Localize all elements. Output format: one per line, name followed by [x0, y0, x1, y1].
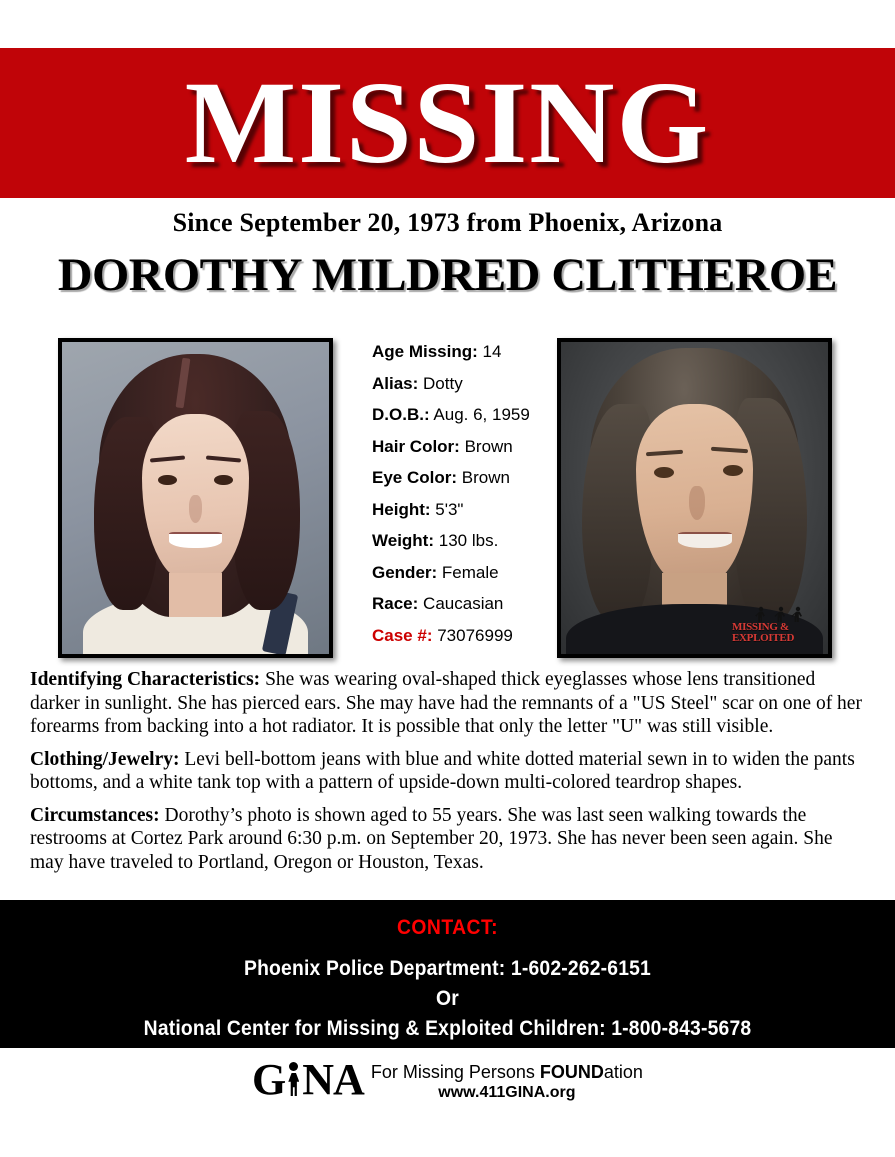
photo-neck	[169, 573, 222, 617]
tagline-found: FOUND	[539, 1062, 604, 1082]
person-head	[289, 1062, 298, 1071]
detail-row-eye-color	[372, 462, 552, 494]
tagline-part1: For Missing Persons	[370, 1062, 540, 1082]
tagline-part2: ation	[603, 1062, 643, 1082]
clothing-jewelry-paragraph	[30, 748, 865, 795]
ncmec-watermark-line2: EXPLOITED	[732, 632, 795, 644]
paragraph-heading: Identifying Characteristics:	[30, 669, 261, 690]
paragraph-heading: Circumstances:	[30, 804, 160, 826]
photo-eye-left	[158, 475, 177, 486]
banner-title: MISSING	[184, 57, 711, 188]
detail-row-age-missing	[372, 336, 552, 368]
person-name: DOROTHY MILDRED CLITHEROE	[57, 249, 838, 301]
detail-label: Eye Color:	[372, 468, 458, 487]
detail-row-alias	[372, 368, 552, 400]
detail-row-race	[372, 588, 552, 620]
photo-mouth	[169, 532, 222, 548]
ncmec-watermark-line1: MISSING &	[732, 621, 789, 633]
detail-label: Height:	[372, 499, 431, 519]
paragraph-heading: Clothing/Jewelry:	[30, 748, 180, 770]
detail-value: Female	[441, 562, 499, 582]
detail-value: Dotty	[423, 373, 463, 393]
gina-tagline-block	[371, 1058, 643, 1102]
original-photo-frame	[58, 338, 333, 658]
detail-row-hair-color	[372, 431, 552, 463]
ncmec-watermark	[732, 606, 824, 644]
descriptions	[30, 668, 865, 883]
photo-mouth	[678, 532, 731, 548]
details-list	[372, 336, 552, 651]
contact-ncmec: National Center for Missing & Exploited Children: 1-800-843-5678	[143, 1017, 752, 1040]
paragraph-text: Levi bell-bottom jeans with blue and white dotted material sewn in to widen the pants bottoms, and a white tank top with a pattern of upside-down multi-colored teardrop shapes.	[30, 748, 855, 793]
person-body	[288, 1073, 299, 1096]
detail-value: Brown	[461, 468, 510, 487]
detail-label: Hair Color:	[372, 436, 460, 456]
age-progressed-photo-frame	[557, 338, 832, 658]
identifying-characteristics-paragraph	[30, 668, 865, 739]
photo-nose	[189, 495, 202, 523]
circumstances-paragraph	[30, 804, 865, 875]
detail-value: Caucasian	[423, 594, 504, 613]
contact-or: Or	[436, 987, 459, 1010]
gina-wordmark	[252, 1055, 364, 1104]
detail-value: 14	[482, 342, 502, 361]
original-photo	[62, 342, 329, 654]
detail-label: Race:	[372, 594, 419, 613]
detail-label: Gender:	[372, 562, 438, 582]
gina-letter-g: G	[252, 1055, 286, 1104]
detail-row-dob	[372, 399, 552, 431]
detail-label: Alias:	[372, 373, 419, 393]
photo-eye-right	[214, 475, 233, 486]
photo-nose	[689, 486, 705, 520]
detail-value: 73076999	[437, 625, 513, 645]
contact-phoenix-police: Phoenix Police Department: 1-602-262-6151	[243, 957, 651, 980]
detail-value: Aug. 6, 1959	[433, 405, 530, 424]
detail-row-case-number	[372, 620, 552, 652]
detail-label: Weight:	[372, 531, 435, 550]
detail-row-gender	[372, 557, 552, 589]
gina-logo	[0, 1055, 895, 1104]
gina-tagline	[371, 1062, 643, 1083]
paragraph-text: She was wearing oval-shaped thick eyeglasses whose lens transitioned darker in sunlight. She has pierced ears. She may have had the remnants of a "US Steel" scar on one of her forearms from backing into a hot radiator. It is possible that only the letter "U" was still visible.	[30, 669, 862, 737]
detail-label: D.O.B.:	[372, 405, 430, 424]
gina-url: www.411GINA.org	[438, 1084, 576, 1101]
contact-section	[0, 900, 895, 1048]
detail-value: 5'3"	[435, 499, 464, 519]
detail-value: 130 lbs.	[438, 531, 499, 550]
person-figure-icon	[285, 1062, 302, 1096]
missing-banner	[0, 48, 895, 198]
detail-value: Brown	[464, 436, 513, 456]
contact-title: CONTACT:	[397, 916, 498, 939]
since-line: Since September 20, 1973 from Phoenix, Arizona	[172, 208, 723, 237]
age-progressed-photo	[561, 342, 828, 654]
detail-label: Case #:	[372, 625, 433, 645]
detail-row-weight	[372, 525, 552, 557]
paragraph-text: Dorothy’s photo is shown aged to 55 years. She was last seen walking towards the restrooms at Cortez Park around 6:30 p.m. on September 20, 1973. She has never been seen again. She may have traveled to Portland, Oregon or Houston, Texas.	[30, 804, 833, 873]
detail-row-height	[372, 494, 552, 526]
detail-label: Age Missing:	[372, 342, 478, 361]
ncmec-figures-icon	[754, 606, 824, 622]
gina-letters-na: NA	[302, 1055, 364, 1104]
